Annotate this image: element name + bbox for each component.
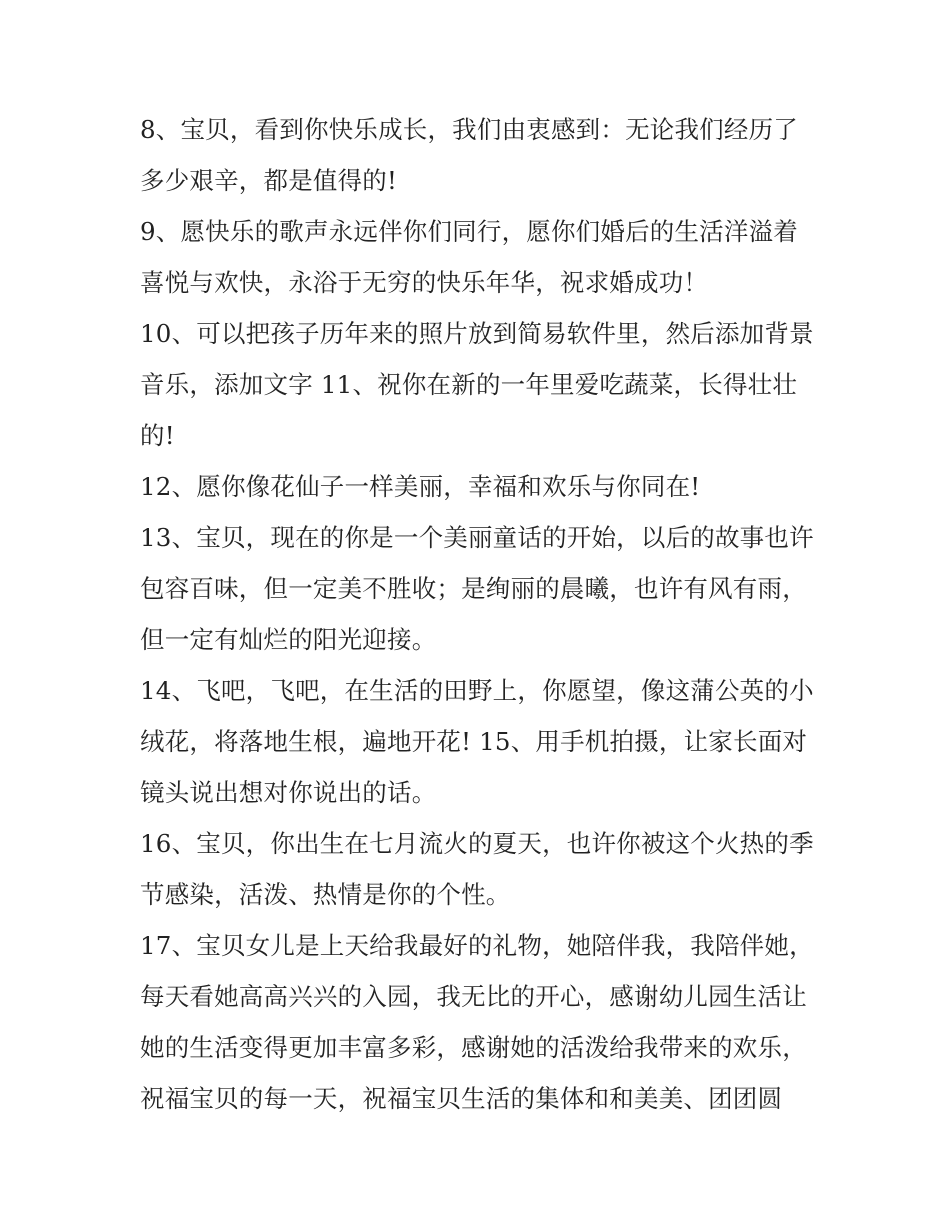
text-line: 多少艰辛，都是值得的! [140,166,398,195]
text-line: 但一定有灿烂的阳光迎接。 [140,625,437,654]
text-line: 17、宝贝女儿是上天给我最好的礼物，她陪伴我，我陪伴她， [140,931,814,960]
text-line: 9、愿快乐的歌声永远伴你们同行，愿你们婚后的生活洋溢着 [140,217,798,246]
text-line: 14、飞吧，飞吧，在生活的田野上，你愿望，像这蒲公英的小 [140,676,814,705]
text-line: 节感染，活泼、热情是你的个性。 [140,880,511,909]
text-line: 她的生活变得更加丰富多彩，感谢她的活泼给我带来的欢乐， [140,1033,807,1062]
text-line: 音乐，添加文字 11、祝你在新的一年里爱吃蔬菜，长得壮壮 [140,370,798,399]
document-body [140,104,820,1124]
text-line: 喜悦与欢快，永浴于无穷的快乐年华，祝求婚成功！ [140,268,709,297]
text-line: 13、宝贝，现在的你是一个美丽童话的开始，以后的故事也许 [140,523,814,552]
text-line: 绒花，将落地生根，遍地开花! 15、用手机拍摄，让家长面对 [140,727,808,756]
text-line: 每天看她高高兴兴的入园，我无比的开心，感谢幼儿园生活让 [140,982,807,1011]
text-line: 12、愿你像花仙子一样美丽，幸福和欢乐与你同在! [140,472,701,501]
text-line: 包容百味，但一定美不胜收；是绚丽的晨曦，也许有风有雨， [140,574,807,603]
text-line: 16、宝贝，你出生在七月流火的夏天，也许你被这个火热的季 [140,829,814,858]
text-line: 祝福宝贝的每一天，祝福宝贝生活的集体和和美美、团团圆 [140,1084,783,1113]
text-line: 的! [140,421,175,450]
text-line: 镜头说出想对你说出的话。 [140,778,437,807]
text-line: 10、可以把孩子历年来的照片放到简易软件里，然后添加背景 [140,319,814,348]
text-line: 8、宝贝，看到你快乐成长，我们由衷感到：无论我们经历了 [140,115,798,144]
